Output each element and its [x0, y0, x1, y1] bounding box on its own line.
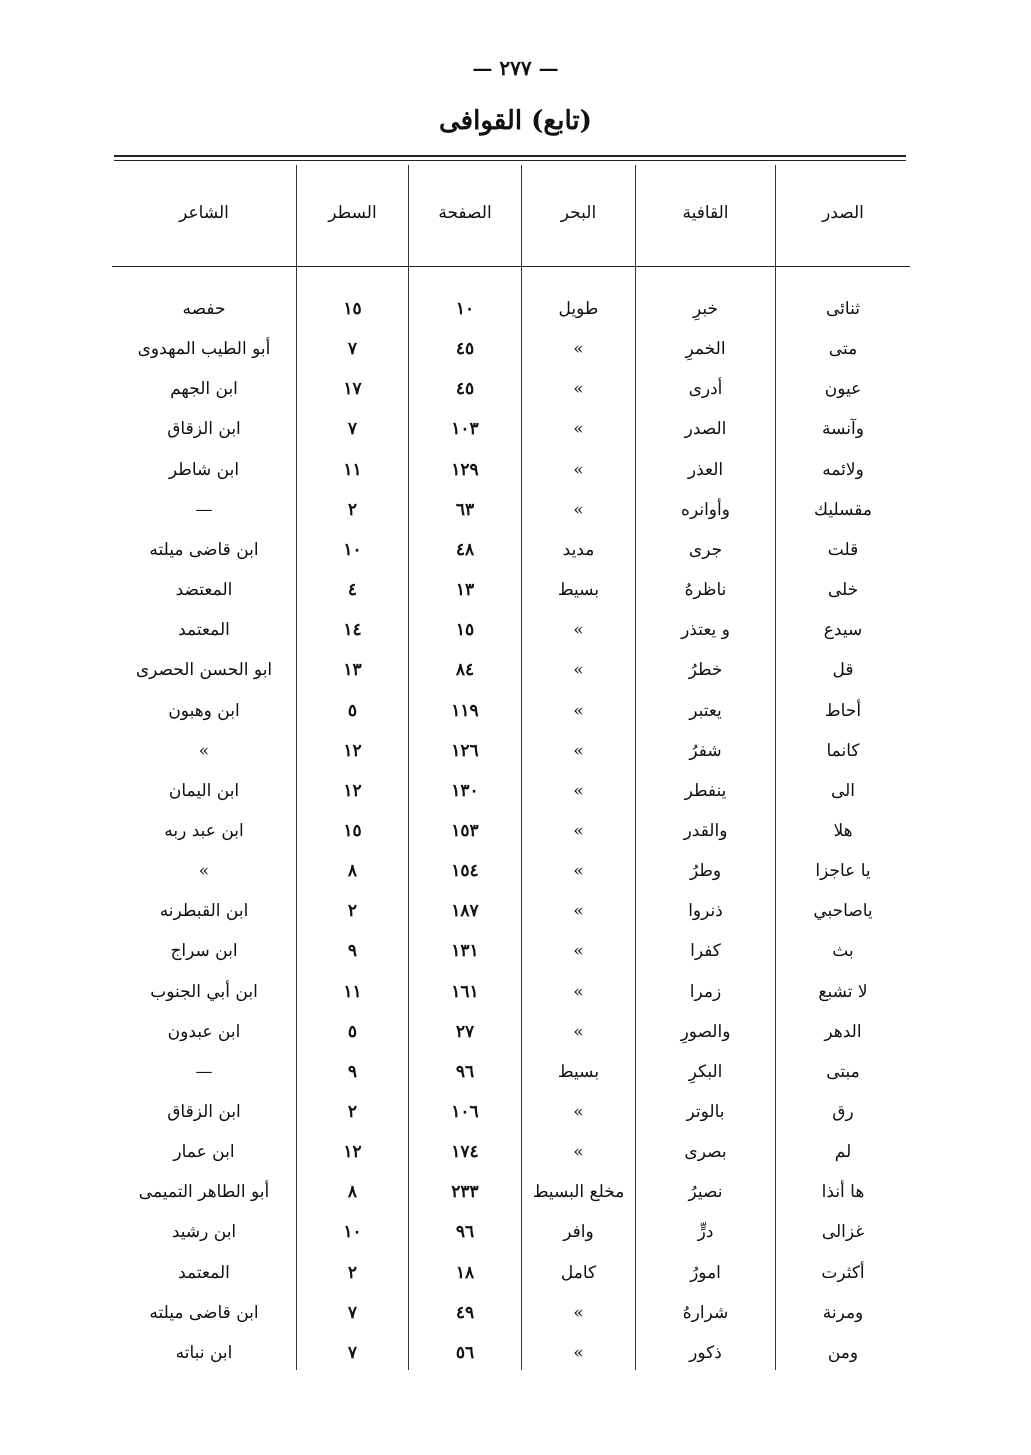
cell-shaer: أبو الطيب المهدوى [137, 339, 271, 359]
cell-shaer: المعتضد [175, 580, 233, 600]
cell-bahr: » [573, 781, 584, 801]
cell-bahr: » [573, 861, 584, 881]
page-title: (تابع) القوافى [439, 106, 592, 136]
cell-bahr: » [573, 379, 584, 399]
cell-bahr: بسيط [557, 1062, 600, 1082]
cell-satr: ٧ [347, 419, 358, 439]
cell-qafiya: العذر [687, 460, 724, 480]
cell-shaer: ابن وهبون [168, 701, 240, 721]
cell-qafiya: خطرُ [688, 660, 723, 680]
cell-sadr: متى [828, 339, 858, 359]
cell-shaer: ابن الزقاق [167, 1102, 241, 1122]
cell-bahr: » [573, 1303, 584, 1323]
cell-shaer: ابن نباته [175, 1343, 233, 1363]
cell-bahr: » [573, 500, 584, 520]
cell-sadr: خلى [827, 580, 859, 600]
header-sadr: الصدر [822, 203, 864, 223]
cell-qafiya: درٍّ [697, 1222, 714, 1242]
cell-shaer: المعتمد [178, 1263, 230, 1283]
cell-qafiya: شفرُ [689, 741, 722, 761]
cell-safha: ١٢٩ [451, 460, 479, 480]
cell-sadr: غزالى [821, 1222, 865, 1242]
cell-bahr: » [573, 901, 584, 921]
header-shaer: الشاعر [179, 203, 229, 223]
cell-satr: ٤ [347, 580, 358, 600]
cell-safha: ٤٨ [455, 540, 475, 560]
cell-sadr: ها أنذا [821, 1182, 865, 1202]
cell-bahr: » [573, 620, 584, 640]
cell-shaer: المعتمد [178, 620, 230, 640]
cell-satr: ٩ [347, 941, 358, 961]
cell-satr: ٢ [347, 1263, 358, 1283]
cell-safha: ١٥ [455, 620, 475, 640]
cell-bahr: » [573, 339, 584, 359]
header-rule [112, 266, 910, 267]
cell-shaer: ابن الزقاق [167, 419, 241, 439]
cell-bahr: » [573, 660, 584, 680]
cell-satr: ١١ [343, 982, 362, 1002]
cell-shaer: ابن الجهم [170, 379, 238, 399]
cell-qafiya: خبرِ [692, 299, 719, 319]
cell-safha: ٢٣٣ [451, 1182, 479, 1202]
cell-shaer: — [195, 500, 213, 520]
cell-safha: ١٣٠ [451, 781, 479, 801]
cell-qafiya: امورُ [690, 1263, 721, 1283]
cell-satr: ٩ [347, 1062, 358, 1082]
cell-shaer: — [195, 1062, 213, 1082]
page-number: — ٢٧٧ — [472, 56, 559, 80]
cell-safha: ٨٤ [455, 660, 475, 680]
cell-satr: ٢ [347, 901, 358, 921]
header-bahr: البحر [560, 203, 597, 223]
cell-shaer: ابن أبي الجنوب [150, 982, 258, 1002]
cell-satr: ٥ [347, 1022, 358, 1042]
cell-qafiya: الصدر [684, 419, 727, 439]
cell-satr: ١٢ [343, 781, 362, 801]
cell-safha: ٤٥ [455, 339, 475, 359]
cell-sadr: سيدع [823, 620, 863, 640]
cell-safha: ١٣ [455, 580, 475, 600]
cell-safha: ١٨٧ [451, 901, 479, 921]
cell-qafiya: والقدر [683, 821, 728, 841]
cell-sadr: الى [830, 781, 856, 801]
cell-sadr: مبتى [826, 1062, 860, 1082]
cell-satr: ٨ [347, 861, 358, 881]
cell-satr: ٧ [347, 339, 358, 359]
cell-safha: ١٠ [455, 299, 475, 319]
cell-shaer: حفصه [182, 299, 226, 319]
cell-bahr: » [573, 982, 584, 1002]
cell-qafiya: جرى [688, 540, 723, 560]
cell-safha: ١١٩ [451, 701, 479, 721]
cell-shaer: » [198, 741, 210, 761]
cell-qafiya: ناظرهُ [684, 580, 727, 600]
cell-bahr: » [573, 741, 584, 761]
cell-sadr: كانما [826, 741, 860, 761]
cell-satr: ١٢ [343, 1142, 362, 1162]
cell-bahr: » [573, 1022, 584, 1042]
cell-safha: ١٣١ [451, 941, 479, 961]
cell-sadr: يا عاجزا [815, 861, 871, 881]
cell-sadr: قل [832, 660, 854, 680]
cell-qafiya: ينفطر [684, 781, 727, 801]
cell-bahr: » [573, 1142, 584, 1162]
cell-shaer: ابن سراج [170, 941, 238, 961]
cell-sadr: لا تشبع [818, 982, 868, 1002]
cell-satr: ١٠ [343, 540, 362, 560]
cell-qafiya: زمرا [689, 982, 722, 1002]
cell-sadr: مقسليك [814, 500, 872, 520]
cell-satr: ١٥ [343, 821, 362, 841]
cell-bahr: » [573, 941, 584, 961]
header-qafiya: القافية [682, 203, 729, 223]
cell-sadr: ولائمه [822, 460, 864, 480]
cell-satr: ٧ [347, 1343, 358, 1363]
cell-satr: ١٠ [343, 1222, 362, 1242]
cell-bahr: » [573, 1343, 584, 1363]
cell-qafiya: أدرى [688, 379, 723, 399]
cell-qafiya: شرارهُ [682, 1303, 729, 1323]
cell-bahr: » [573, 1102, 584, 1122]
cell-sadr: لم [834, 1142, 852, 1162]
cell-safha: ١٥٣ [451, 821, 479, 841]
cell-sadr: عيون [824, 379, 862, 399]
header-safha: الصفحة [438, 203, 492, 223]
cell-bahr: مديد [562, 540, 595, 560]
cell-sadr: أكثرت [821, 1263, 865, 1283]
cell-shaer: ابن رشيد [171, 1222, 237, 1242]
cell-qafiya: و يعتذر [681, 620, 730, 640]
cell-shaer: ابو الحسن الحصرى [135, 660, 273, 680]
cell-shaer: ابن شاطر [168, 460, 240, 480]
cell-sadr: هلا [833, 821, 853, 841]
cell-qafiya: والصورِ [680, 1022, 731, 1042]
top-double-rule-upper [114, 155, 906, 157]
cell-qafiya: بالوتر [686, 1102, 725, 1122]
cell-qafiya: بصرى [684, 1142, 727, 1162]
cell-safha: ١٧٤ [451, 1142, 479, 1162]
cell-safha: ١٦١ [451, 982, 479, 1002]
cell-satr: ٧ [347, 1303, 358, 1323]
cell-bahr: وافر [563, 1222, 594, 1242]
cell-safha: ٢٧ [455, 1022, 475, 1042]
cell-qafiya: نصيرُ [688, 1182, 723, 1202]
cell-shaer: ابن عبد ربه [164, 821, 244, 841]
cell-qafiya: وأوانره [681, 500, 730, 520]
cell-satr: ١٧ [343, 379, 362, 399]
cell-sadr: ياصاحبي [813, 901, 873, 921]
cell-sadr: ومرنة [822, 1303, 864, 1323]
cell-bahr: طويل [558, 299, 599, 319]
cell-safha: ١٢٦ [451, 741, 479, 761]
cell-safha: ٥٦ [455, 1343, 475, 1363]
cell-qafiya: الخمرِ [685, 339, 726, 359]
header-satr: السطر [328, 203, 377, 223]
cell-bahr: » [573, 701, 584, 721]
cell-qafiya: البكرِ [688, 1062, 723, 1082]
cell-satr: ١٢ [343, 741, 362, 761]
cell-bahr: كامل [560, 1263, 597, 1283]
cell-satr: ١١ [343, 460, 362, 480]
cell-bahr: » [573, 460, 584, 480]
cell-sadr: الدهر [824, 1022, 862, 1042]
cell-satr: ٢ [347, 500, 358, 520]
cell-shaer: ابن قاضى ميلته [149, 540, 259, 560]
cell-bahr: » [573, 419, 584, 439]
cell-sadr: وآنسة [822, 419, 864, 439]
cell-sadr: رق [832, 1102, 854, 1122]
cell-shaer: ابن اليمان [168, 781, 240, 801]
cell-satr: ٢ [347, 1102, 358, 1122]
cell-bahr: » [573, 821, 584, 841]
cell-shaer: » [198, 861, 210, 881]
cell-shaer: ابن القبطرنه [159, 901, 249, 921]
cell-safha: ١٥٤ [451, 861, 479, 881]
cell-safha: ١٨ [455, 1263, 475, 1283]
cell-satr: ١٥ [343, 299, 362, 319]
cell-shaer: أبو الطاهر التميمى [138, 1182, 270, 1202]
cell-satr: ٨ [347, 1182, 358, 1202]
cell-sadr: قلت [827, 540, 859, 560]
cell-satr: ١٤ [343, 620, 362, 640]
cell-safha: ١٠٣ [451, 419, 479, 439]
cell-safha: ٤٩ [455, 1303, 475, 1323]
cell-safha: ٩٦ [455, 1062, 475, 1082]
cell-sadr: ثنائى [826, 299, 860, 319]
cell-safha: ٤٥ [455, 379, 475, 399]
cell-satr: ١٣ [343, 660, 362, 680]
cell-qafiya: ذنروا [688, 901, 723, 921]
cell-qafiya: وطرُ [689, 861, 722, 881]
cell-shaer: ابن عمار [173, 1142, 235, 1162]
cell-shaer: ابن قاضى ميلته [149, 1303, 259, 1323]
cell-sadr: بث [832, 941, 854, 961]
cell-qafiya: يعتبر [689, 701, 722, 721]
cell-shaer: ابن عبدون [167, 1022, 241, 1042]
cell-safha: ١٠٦ [451, 1102, 479, 1122]
cell-safha: ٦٣ [455, 500, 475, 520]
cell-satr: ٥ [347, 701, 358, 721]
cell-sadr: ومن [827, 1343, 859, 1363]
cell-qafiya: ذكور [689, 1343, 722, 1363]
cell-bahr: مخلع البسيط [532, 1182, 625, 1202]
cell-safha: ٩٦ [455, 1222, 475, 1242]
top-double-rule-lower [114, 160, 906, 161]
cell-bahr: بسيط [557, 580, 600, 600]
cell-sadr: أحاط [824, 701, 862, 721]
cell-qafiya: كفرا [690, 941, 721, 961]
